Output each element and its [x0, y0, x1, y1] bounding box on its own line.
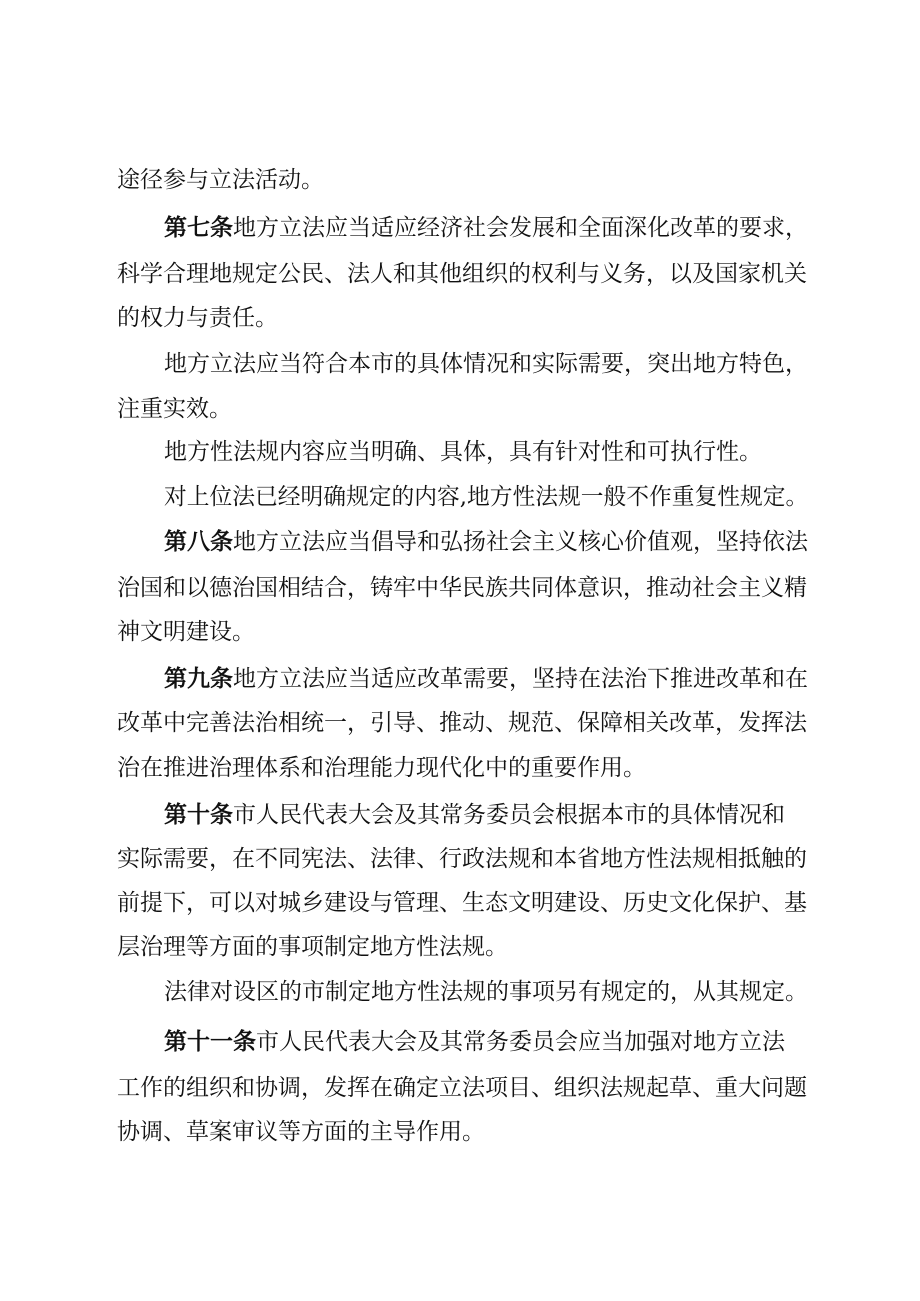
article-heading: 第十条: [164, 802, 233, 828]
article-heading: 第九条: [164, 666, 233, 692]
text-line: 神文明建设。: [117, 619, 255, 645]
text-line: 改革中完善法治相统一，引导、推动、规范、保障相关改革，发挥法: [117, 710, 807, 736]
text-line: 治在推进治理体系和治理能力现代化中的重要作用。: [117, 755, 646, 781]
article-heading: 第十一条: [164, 1029, 256, 1055]
text-line: 第七条地方立法应当适应经济社会发展和全面深化改革的要求，: [164, 215, 808, 241]
article-heading: 第八条: [164, 529, 233, 555]
text-line: 实际需要，在不同宪法、法律、行政法规和本省地方性法规相抵触的: [117, 846, 807, 872]
text-line: 对上位法已经明确规定的内容,地方性法规一般不作重复性规定。: [164, 484, 809, 510]
text-line: 第十条市人民代表大会及其常务委员会根据本市的具体情况和: [164, 802, 785, 828]
text-line: 工作的组织和协调，发挥在确定立法项目、组织法规起草、重大问题: [117, 1075, 807, 1101]
article-heading: 第七条: [164, 215, 233, 241]
text-line: 治国和以德治国相结合，铸牢中华民族共同体意识，推动社会主义精: [117, 575, 807, 601]
text-line: 途径参与立法活动。: [117, 167, 324, 193]
text-line: 第十一条市人民代表大会及其常务委员会应当加强对地方立法: [164, 1029, 785, 1055]
text-line: 层治理等方面的事项制定地方性法规。: [117, 934, 508, 960]
text-line: 协调、草案审议等方面的主导作用。: [117, 1119, 485, 1145]
text-line: 第九条地方立法应当适应改革需要，坚持在法治下推进改革和在: [164, 666, 808, 692]
text-line: 注重实效。: [117, 396, 232, 422]
text-line: 科学合理地规定公民、法人和其他组织的权利与义务，以及国家机关: [117, 261, 807, 287]
text-line: 法律对设区的市制定地方性法规的事项另有规定的，从其规定。: [164, 979, 808, 1005]
text-line: 的权力与责任。: [117, 305, 278, 331]
text-line: 前提下，可以对城乡建设与管理、生态文明建设、历史文化保护、基: [117, 890, 807, 916]
text-line: 第八条地方立法应当倡导和弘扬社会主义核心价值观，坚持依法: [164, 529, 808, 555]
text-line: 地方立法应当符合本市的具体情况和实际需要，突出地方特色，: [164, 351, 808, 377]
text-line: 地方性法规内容应当明确、具体，具有针对性和可执行性。: [164, 439, 762, 465]
